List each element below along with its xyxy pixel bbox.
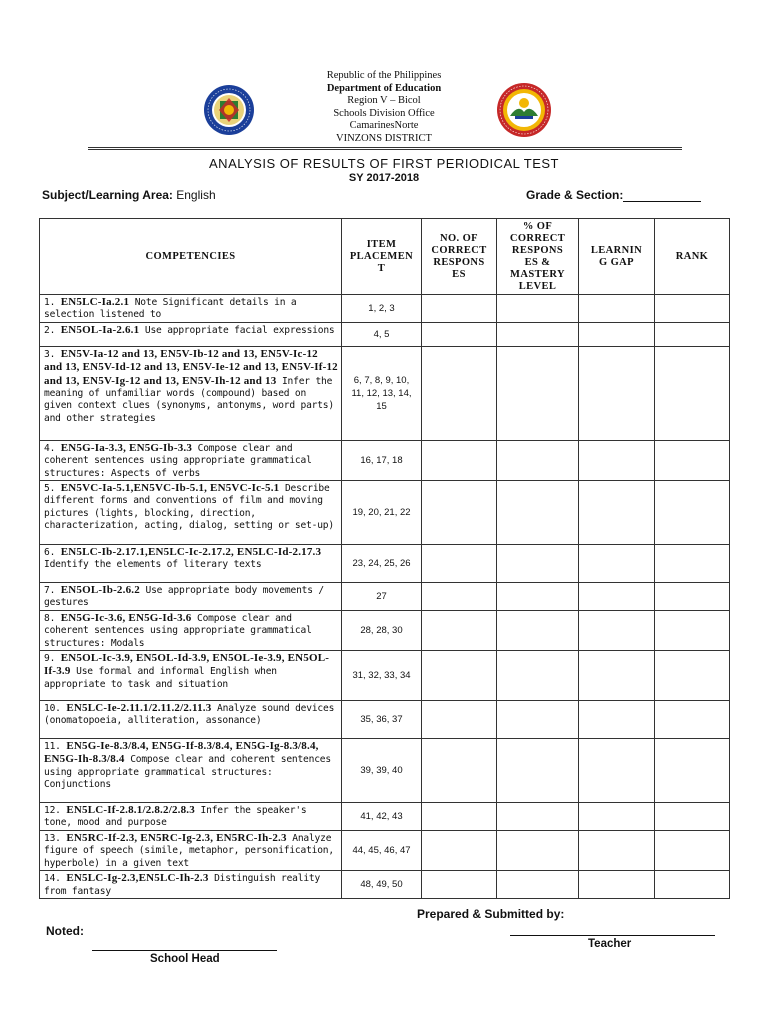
item-placement-cell: 19, 20, 21, 22: [342, 481, 422, 545]
competency-code: EN5LC-Ig-2.3,EN5LC-Ih-2.3: [66, 872, 209, 885]
competency-number: 2.: [44, 324, 61, 336]
competency-number: 14.: [44, 873, 67, 885]
item-placement-cell: 16, 17, 18: [342, 440, 422, 480]
competency-description: Infer the speaker's tone, mood and purpose: [44, 805, 307, 829]
competency-description: Use appropriate facial expressions: [139, 324, 335, 336]
col-correct-responses-line: ES: [452, 268, 466, 280]
grade-section-blank-line: [623, 190, 701, 202]
competency-code: EN5G-Ie-8.3/8.4, EN5G-If-8.3/8.4, EN5G-Ig-8.3/8.4, EN5G-Ih-8.3/8.4: [44, 740, 319, 766]
competency-code: EN5LC-Ie-2.11.1/2.11.2/2.11.3: [66, 702, 212, 715]
table-row: [40, 583, 730, 611]
learning-gap-cell[interactable]: [579, 701, 655, 739]
header-divider-double: [88, 149, 682, 150]
learning-gap-cell[interactable]: [579, 583, 655, 611]
competency-description: Infer the meaning of unfamiliar words (compound) based on given context clues (synonyms, antonyms, word parts) and other strategies: [44, 375, 334, 424]
table-row: [40, 440, 730, 480]
competency-code: EN5OL-Ic-3.9, EN5OL-Id-3.9, EN5OL-Ie-3.9, EN5OL-If-3.9: [44, 652, 330, 678]
header-row: [40, 219, 730, 295]
col-percent-mastery-line: ES &: [524, 256, 551, 268]
competency-number: 5.: [44, 483, 61, 495]
table-row: [40, 871, 730, 899]
rank-cell[interactable]: [655, 440, 730, 480]
competency-cell: [40, 545, 342, 583]
col-percent-mastery-line: CORRECT: [509, 232, 566, 244]
percent-mastery-cell[interactable]: [497, 830, 579, 870]
percent-mastery-cell[interactable]: [497, 739, 579, 803]
percent-mastery-cell[interactable]: [497, 322, 579, 346]
col-correct-responses: [422, 219, 497, 295]
col-percent-mastery-line: % OF: [522, 220, 553, 232]
correct-responses-cell[interactable]: [422, 610, 497, 650]
school-head-signature-line: [92, 950, 277, 951]
learning-gap-cell[interactable]: [579, 871, 655, 899]
rank-cell[interactable]: [655, 481, 730, 545]
competency-description: Analyze figure of speech (simile, metaphor, personification, hyperbole) in a given text: [44, 832, 334, 869]
competency-code: EN5LC-Ib-2.17.1,EN5LC-Ic-2.17.2, EN5LC-Id-2.17.3: [60, 546, 322, 559]
competency-cell: [40, 651, 342, 701]
competency-cell: [40, 440, 342, 480]
rank-cell[interactable]: [655, 651, 730, 701]
competency-cell: [40, 583, 342, 611]
rank-cell[interactable]: [655, 610, 730, 650]
table-row: [40, 651, 730, 701]
col-competencies: COMPETENCIES: [40, 219, 342, 295]
competency-description: Compose clear and coherent sentences using appropriate grammatical structures: Modals: [44, 612, 312, 649]
col-percent-mastery-line: MASTERY: [510, 268, 565, 280]
item-placement-cell: 41, 42, 43: [342, 803, 422, 831]
col-correct-responses-line: CORRECT: [431, 244, 487, 256]
competency-cell: [40, 610, 342, 650]
subject-area: [42, 188, 216, 202]
col-learning-gap: [579, 219, 655, 295]
competency-code: EN5OL-Ib-2.6.2: [60, 584, 140, 597]
item-placement-cell: 35, 36, 37: [342, 701, 422, 739]
competency-number: 3.: [44, 348, 61, 360]
rank-cell[interactable]: [655, 803, 730, 831]
correct-responses-cell[interactable]: [422, 701, 497, 739]
competency-cell: [40, 739, 342, 803]
rank-cell[interactable]: [655, 545, 730, 583]
header-divider: [88, 147, 682, 148]
competency-cell: [40, 830, 342, 870]
competency-description: Compose clear and coherent sentences using appropriate grammatical structures: Aspects of verbs: [44, 442, 312, 479]
table-row: [40, 346, 730, 440]
item-placement-cell: 23, 24, 25, 26: [342, 545, 422, 583]
correct-responses-cell[interactable]: [422, 346, 497, 440]
prepared-by-label: Prepared & Submitted by:: [417, 907, 565, 921]
table-row: [40, 322, 730, 346]
school-head-label: School Head: [150, 953, 220, 965]
learning-gap-cell[interactable]: [579, 739, 655, 803]
district-line: VINZONS DISTRICT: [336, 132, 432, 144]
table-row: [40, 701, 730, 739]
percent-mastery-cell[interactable]: [497, 346, 579, 440]
percent-mastery-cell[interactable]: [497, 583, 579, 611]
analysis-table: [39, 218, 730, 899]
competency-number: 8.: [44, 612, 61, 624]
percent-mastery-cell[interactable]: [497, 701, 579, 739]
correct-responses-cell[interactable]: [422, 545, 497, 583]
school-year: SY 2017-2018: [348, 172, 420, 184]
item-placement-cell: 39, 39, 40: [342, 739, 422, 803]
competency-cell: [40, 481, 342, 545]
item-placement-cell: 4, 5: [342, 322, 422, 346]
correct-responses-cell[interactable]: [422, 295, 497, 323]
table-row: [40, 481, 730, 545]
item-placement-cell: 31, 32, 33, 34: [342, 651, 422, 701]
competency-code: EN5LC-If-2.8.1/2.8.2/2.8.3: [66, 804, 195, 817]
competency-rows: [40, 295, 730, 899]
competency-code: EN5G-Ia-3.3, EN5G-Ib-3.3: [60, 441, 193, 454]
col-item-placement-line: T: [377, 262, 386, 274]
learning-gap-cell[interactable]: [579, 440, 655, 480]
competency-description: Compose clear and coherent sentences using appropriate grammatical structures: Conjunctions: [44, 754, 331, 791]
learning-gap-cell[interactable]: [579, 803, 655, 831]
col-item-placement-line: PLACEMEN: [349, 250, 414, 262]
percent-mastery-cell[interactable]: [497, 803, 579, 831]
learning-gap-cell[interactable]: [579, 346, 655, 440]
competency-description: Distinguish reality from fantasy: [44, 873, 321, 897]
percent-mastery-cell[interactable]: [497, 295, 579, 323]
subject-label: Subject/Learning Area:: [42, 188, 173, 202]
col-item-placement-line: ITEM: [366, 238, 397, 250]
grade-section: [526, 188, 701, 202]
learning-gap-cell[interactable]: [579, 295, 655, 323]
teacher-signature-line: [510, 935, 715, 936]
camarines-norte-division-seal-logo: [496, 82, 552, 138]
col-percent-mastery-line: LEVEL: [518, 280, 557, 292]
competency-code: EN5OL-Ia-2.6.1: [60, 323, 140, 336]
competency-description: Note Significant details in a selection listened to: [44, 297, 297, 321]
competency-code: EN5VC-Ia-5.1,EN5VC-Ib-5.1, EN5VC-Ic-5.1: [60, 482, 280, 495]
item-placement-cell: 1, 2, 3: [342, 295, 422, 323]
subject-value: English: [172, 188, 216, 202]
competency-cell: [40, 871, 342, 899]
col-learning-gap-line: G GAP: [599, 256, 634, 268]
rank-cell[interactable]: [655, 871, 730, 899]
percent-mastery-cell[interactable]: [497, 610, 579, 650]
item-placement-cell: 48, 49, 50: [342, 871, 422, 899]
rank-cell[interactable]: [655, 739, 730, 803]
competency-description: Describe different forms and conventions of film and moving pictures (lights, blocking, direction, characterization, acting, dialog, setting or set-up): [44, 483, 334, 532]
item-placement-cell: 28, 28, 30: [342, 610, 422, 650]
division-office-line: Schools Division Office: [333, 107, 435, 119]
percent-mastery-cell[interactable]: [497, 871, 579, 899]
correct-responses-cell[interactable]: [422, 481, 497, 545]
rank-cell[interactable]: [655, 701, 730, 739]
percent-mastery-cell[interactable]: [497, 545, 579, 583]
col-item-placement: [342, 219, 422, 295]
table-row: [40, 610, 730, 650]
rank-cell[interactable]: [655, 346, 730, 440]
correct-responses-cell[interactable]: [422, 830, 497, 870]
learning-gap-cell[interactable]: [579, 545, 655, 583]
col-correct-responses-line: NO. OF: [440, 232, 478, 244]
competency-description: Identify the elements of literary texts: [44, 559, 262, 571]
republic-line: Republic of the Philippines: [326, 70, 442, 81]
percent-mastery-cell[interactable]: [497, 481, 579, 545]
table-row: [40, 295, 730, 323]
correct-responses-cell[interactable]: [422, 739, 497, 803]
learning-gap-cell[interactable]: [579, 481, 655, 545]
percent-mastery-cell[interactable]: [497, 440, 579, 480]
competency-cell: [40, 295, 342, 323]
teacher-label: Teacher: [588, 938, 632, 950]
col-percent-mastery-line: RESPONS: [511, 244, 564, 256]
document-title: ANALYSIS OF RESULTS OF FIRST PERIODICAL TEST: [209, 156, 559, 171]
competency-code: EN5G-Ic-3.6, EN5G-Id-3.6: [60, 611, 192, 624]
learning-gap-cell[interactable]: [579, 651, 655, 701]
competency-code: EN5RC-If-2.3, EN5RC-Ig-2.3, EN5RC-Ih-2.3: [66, 831, 287, 844]
competency-number: 1.: [44, 297, 61, 308]
rank-cell[interactable]: [655, 322, 730, 346]
col-rank: RANK: [655, 219, 730, 295]
competency-number: 9.: [44, 653, 61, 665]
competency-cell: [40, 701, 342, 739]
competency-number: 12.: [44, 805, 67, 817]
competency-number: 11.: [44, 741, 67, 753]
correct-responses-cell[interactable]: [422, 583, 497, 611]
letterhead: [0, 70, 768, 146]
correct-responses-cell[interactable]: [422, 651, 497, 701]
competency-number: 13.: [44, 832, 67, 844]
learning-gap-cell[interactable]: [579, 610, 655, 650]
region-line: Region V – Bicol: [347, 95, 421, 107]
item-placement-cell: 6, 7, 8, 9, 10, 11, 12, 13, 14, 15: [342, 346, 422, 440]
col-percent-mastery: [497, 219, 579, 295]
competency-description: Analyze sound devices (onomatopoeia, alliteration, assonance): [44, 703, 335, 727]
item-placement-cell: 44, 45, 46, 47: [342, 830, 422, 870]
competency-cell: [40, 322, 342, 346]
deped-seal-logo: [203, 84, 255, 136]
table-row: [40, 545, 730, 583]
col-correct-responses-line: RESPONS: [433, 256, 485, 268]
correct-responses-cell[interactable]: [422, 803, 497, 831]
department-line: Department of Education: [326, 82, 442, 94]
competency-number: 4.: [44, 442, 61, 454]
competency-description: Use appropriate body movements / gestures: [44, 585, 324, 609]
competency-code: EN5LC-Ia.2.1: [60, 296, 130, 308]
rank-cell[interactable]: [655, 583, 730, 611]
competency-description: Use formal and informal English when appropriate to task and situation: [44, 666, 277, 690]
table-row: [40, 739, 730, 803]
rank-cell[interactable]: [655, 830, 730, 870]
item-placement-cell: 27: [342, 583, 422, 611]
rank-cell[interactable]: [655, 295, 730, 323]
learning-gap-cell[interactable]: [579, 830, 655, 870]
competency-cell: [40, 803, 342, 831]
noted-label: Noted:: [46, 924, 84, 938]
table-row: [40, 830, 730, 870]
correct-responses-cell[interactable]: [422, 871, 497, 899]
correct-responses-cell[interactable]: [422, 440, 497, 480]
competency-code: EN5V-Ia-12 and 13, EN5V-Ib-12 and 13, EN5V-Ic-12 and 13, EN5V-Id-12 and 13, EN5V-Ie-12 and 13, EN5V-If-12 and 13, EN5V-Ig-12 and 13, EN5V-Ih-12 and 13: [44, 347, 338, 387]
competency-number: 7.: [44, 585, 61, 597]
col-learning-gap-line: LEARNIN: [590, 244, 643, 256]
table-row: [40, 803, 730, 831]
province-line: CamarinesNorte: [349, 120, 419, 132]
competency-number: 10.: [44, 703, 67, 715]
competency-cell: [40, 346, 342, 440]
competency-number: 6.: [44, 547, 61, 559]
correct-responses-cell[interactable]: [422, 322, 497, 346]
learning-gap-cell[interactable]: [579, 322, 655, 346]
percent-mastery-cell[interactable]: [497, 651, 579, 701]
grade-section-label: Grade & Section:: [526, 188, 624, 202]
